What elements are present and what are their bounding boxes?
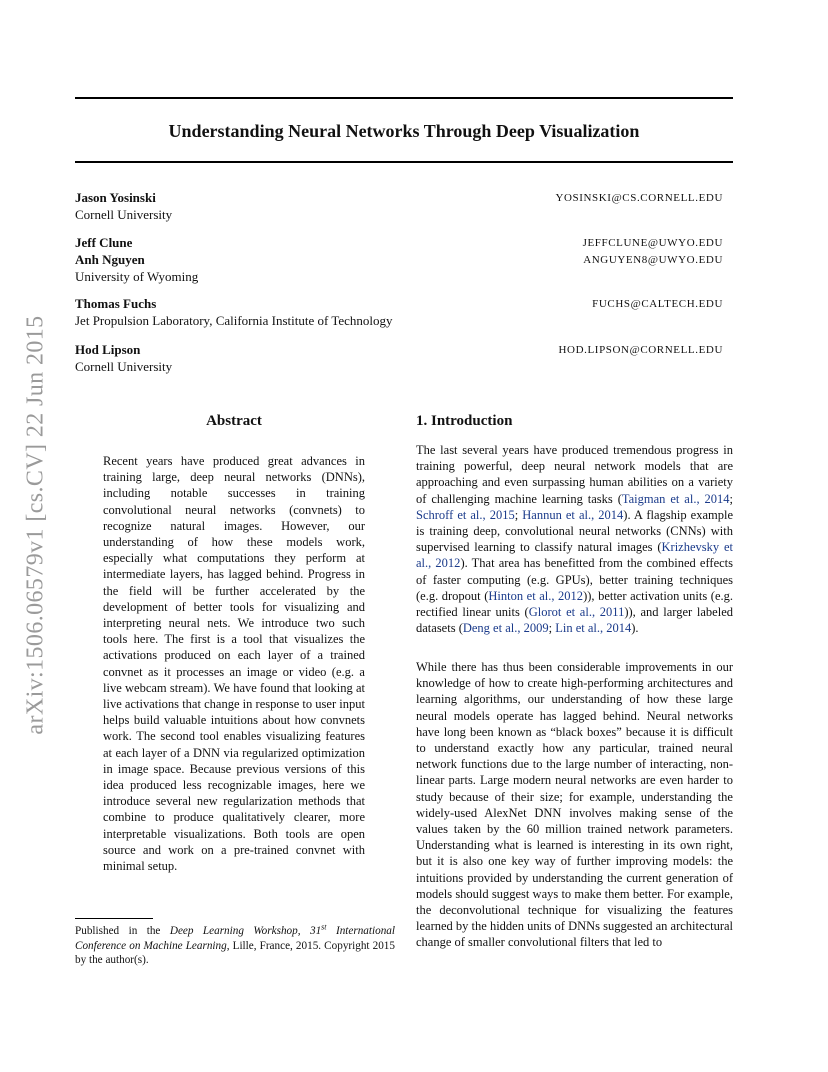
author-email: FUCHS@CALTECH.EDU <box>592 298 723 310</box>
introduction-paragraph-1 <box>416 442 733 636</box>
abstract-heading: Abstract <box>206 413 262 429</box>
citation-link[interactable]: Hinton et al., 2012 <box>488 588 584 603</box>
footnote-rule <box>75 918 153 919</box>
text-run: )), and larger labeled datasets ( <box>416 605 733 636</box>
citation-link[interactable]: Deng et al., 2009 <box>462 621 549 636</box>
citation-link[interactable]: Glorot et al., 2011 <box>528 605 625 620</box>
author-name: Anh Nguyen <box>75 252 145 267</box>
text-run: ; <box>548 621 556 636</box>
text-run: ). <box>631 621 639 636</box>
author-block-lipson <box>75 341 723 375</box>
arxiv-stamp-text: arXiv:1506.06579v1 [cs.CV] 22 Jun 2015 <box>22 315 49 735</box>
author-block-yosinski <box>75 189 723 223</box>
author-affiliation: Jet Propulsion Laboratory, California Institute of Technology <box>75 313 393 328</box>
title-rule-top <box>75 97 733 99</box>
title-rule-bottom <box>75 161 733 163</box>
author-affiliation: Cornell University <box>75 207 173 222</box>
author-name: Thomas Fuchs <box>75 296 157 311</box>
text-run: ). That area has benefitted from the combined effects of faster computing (e.g. GPUs), better training techniques (e.g. dropout ( <box>416 556 734 603</box>
footnote-prefix: Published in the <box>75 925 170 937</box>
author-name: Jason Yosinski <box>75 190 156 205</box>
author-block-clune-nguyen <box>75 234 723 285</box>
footnote-superscript: st <box>321 922 327 932</box>
introduction-paragraph-2: While there has thus been considerable improvements in our knowledge of how to create high-performing architectures and learning algorithms, our understanding of how these large neural models operate has lagged behind. Neural networks have long been known as “black boxes” because it is difficult to understand exactly how any particular, trained neural network functions due to the large number of interacting, non-linear parts. Large modern neural networks are even harder to study because of their size; for example, understanding the widely-used AlexNet DNN involves making sense of the values taken by the 60 million trained network parameters. Understanding what is learned is interesting in its own right, but it is also one key way of further improving models: the intuitions provided by understanding the current generation of models should suggest ways to make them better. For example, the deconvolutional technique for visualizing the features learned by the hidden units of DNNs suggested an architectural change of smaller convolutional filters that led to <box>416 660 733 950</box>
author-email: YOSINSKI@CS.CORNELL.EDU <box>555 192 723 204</box>
author-block-fuchs <box>75 295 723 329</box>
footnote-venue-b: International Conference on Machine Learning <box>75 925 396 952</box>
author-name: Jeff Clune <box>75 235 133 250</box>
footnote-suffix: , Lille, France, 2015. Copyright 2015 by the author(s). <box>75 939 395 966</box>
author-affiliation: Cornell University <box>75 359 173 374</box>
footnote <box>75 924 395 968</box>
text-run: The last several years have produced tremendous progress in training powerful, deep neural network models that are approaching and even surpassing human abilities on a variety of challenging machine learning tasks ( <box>416 443 733 506</box>
text-run: ). A flagship example is training deep, convolutional neural networks (CNNs) with supervised learning to classify natural images ( <box>416 507 733 555</box>
author-name: Hod Lipson <box>75 342 141 357</box>
text-run: ; <box>729 491 733 506</box>
arxiv-stamp <box>18 290 54 760</box>
author-affiliation: University of Wyoming <box>75 269 199 284</box>
text-run: )), better activation units (e.g. rectified linear units ( <box>416 588 733 620</box>
citation-link[interactable]: Taigman et al., 2014 <box>621 491 730 506</box>
citation-link[interactable]: Lin et al., 2014 <box>555 621 632 636</box>
citation-link[interactable]: Schroff et al., 2015 <box>416 507 515 522</box>
author-email: ANGUYEN8@UWYO.EDU <box>583 254 723 266</box>
text-run: ; <box>514 507 523 522</box>
citation-link[interactable]: Hannun et al., 2014 <box>522 507 624 522</box>
footnote-venue-a: Deep Learning Workshop, 31 <box>169 925 322 937</box>
author-email: HOD.LIPSON@CORNELL.EDU <box>558 344 723 356</box>
introduction-heading: 1. Introduction <box>416 413 513 429</box>
paper-title: Understanding Neural Networks Through Deep Visualization <box>168 121 640 141</box>
author-email: JEFFCLUNE@UWYO.EDU <box>582 237 723 249</box>
abstract-body: Recent years have produced great advances in training large, deep neural networks (DNNs), including notable successes in training convolutional neural networks (convnets) to recognize natural images. However, our understanding of how these models work, especially what computations they perform at intermediate layers, has lagged behind. Progress in the field will be further accelerated by the development of better tools for visualizing and interpreting neural nets. We introduce two such tools here. The first is a tool that visualizes the activations produced on each layer of a trained convnet as it processes an image or video (e.g. a live webcam stream). We have found that looking at live activations that change in response to user input helps build valuable intuitions about how convnets work. The second tool enables visualizing features at each layer of a DNN via regularized optimization in image space. Because previous versions of this idea produced less recognizable images, here we introduce several new regularization methods that combine to produce qualitatively clearer, more interpretable visualizations. Both tools are open source and work on a pre-trained convnet with minimal setup. <box>103 454 365 874</box>
citation-link[interactable]: Krizhevsky et al., 2012 <box>416 540 733 571</box>
